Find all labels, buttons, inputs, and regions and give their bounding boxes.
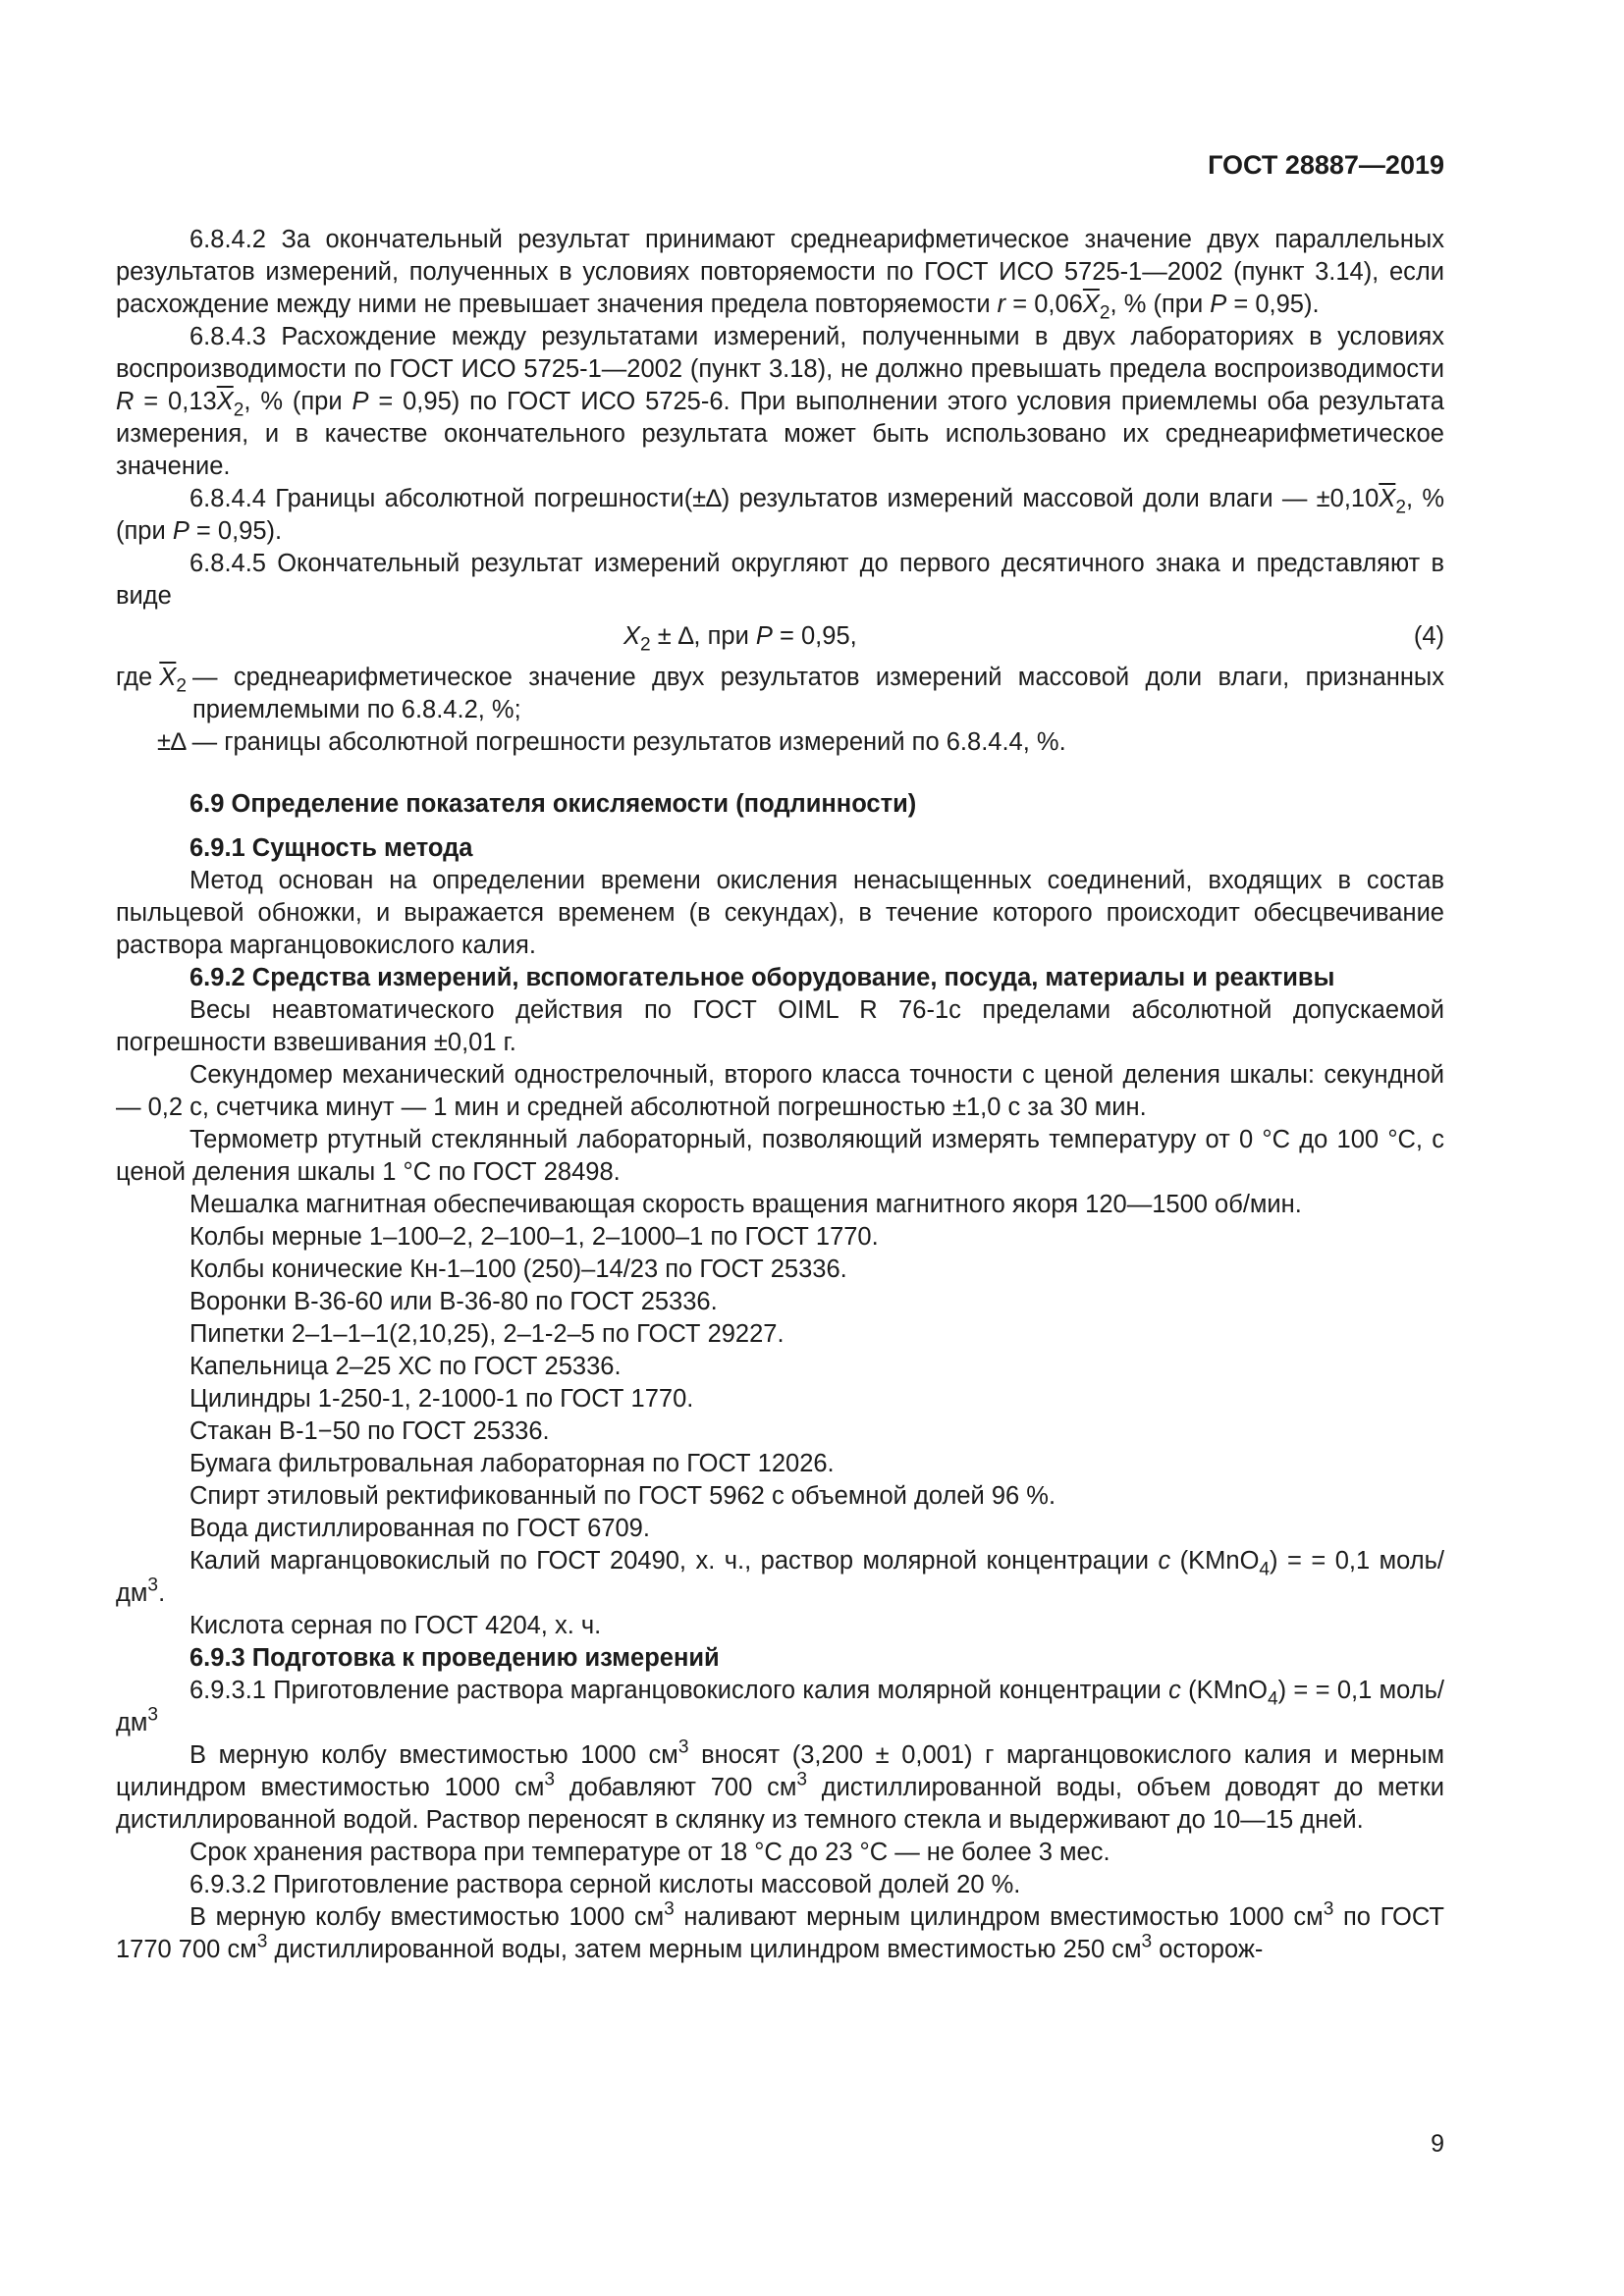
equipment-item: Колбы мерные 1–100–2, 2–100–1, 2–1000–1 по ГОСТ 1770. (189, 1223, 879, 1251)
equipment-item: Термометр ртутный стеклянный лабораторный, позволяющий измерять температуру от 0 °С до 100 °С, с ценой деления шкалы 1 °С по ГОСТ 28498. (116, 1126, 1444, 1186)
equipment-item: Спирт этиловый ректификованный по ГОСТ 5962 с объемной долей 96 %. (189, 1482, 1056, 1510)
equipment-item: Кислота серная по ГОСТ 4204, х. ч. (189, 1612, 602, 1639)
paragraph-6-8-4-4: 6.8.4.4 Границы абсолютной погрешности(±∆) результатов измерений массовой доли влаги — $\pm 0,10\overline{X}_2$, % (при P = 0,95). (116, 485, 1445, 545)
equipment-item: Капельница 2–25 ХС по ГОСТ 25336. (189, 1353, 622, 1380)
x-bar-symbol: $\overline{X}$ (159, 664, 177, 691)
equipment-item: Пипетки 2–1–1–1(2,10,25), 2–1-2–5 по ГОСТ 29227. (189, 1320, 785, 1348)
equipment-item: Воронки В-36-60 или В-36-80 по ГОСТ 25336. (189, 1288, 718, 1315)
subsection-heading-6-9-3: 6.9.3 Подготовка к проведению измерений (189, 1644, 720, 1672)
paragraph-acid-preparation: В мерную колбу вместимостью 1000 $см^3$ наливают мерным цилиндром вместимостью 1000 $см^3$ по ГОСТ 1770 700 $см^3$ дистиллированной воды, затем мерным цилиндром вместимостью 250 $см^3$ осторож- (116, 1898, 1444, 1963)
paragraph-6-9-3-1: 6.9.3.1 Приготовление раствора марганцовокислого калия молярной концентрации c (KMnO$_4$) = = 0,1 моль/$дм^3$ (116, 1677, 1445, 1736)
paragraph-6-9-3-2: 6.9.3.2 Приготовление раствора серной кислоты массовой долей 20 %. (189, 1871, 1021, 1898)
subsection-heading-6-9-1: 6.9.1 Сущность метода (189, 834, 473, 862)
formula-expression: $X_2$ ± ∆, при P = 0,95, (623, 622, 857, 656)
explanation-row-delta: ±∆ — границы абсолютной погрешности результатов измерений по 6.8.4.4, %. (157, 728, 1066, 756)
equipment-item: Цилиндры 1-250-1, 2-1000-1 по ГОСТ 1770. (189, 1385, 694, 1413)
x-bar-symbol: $\overline{X}$ (216, 388, 234, 415)
equipment-item: Бумага фильтровальная лабораторная по ГОСТ 12026. (189, 1450, 835, 1477)
paragraph-6-8-4-2: 6.8.4.2 За окончательный результат принимают среднеарифметическое значение двух параллельных результатов измерений, полученных в условиях повторяемости по ГОСТ ИСО 5725-1—2002 (пункт 3.14), если расхождение между ними не превышает значения предела повторяемости $r = 0,06\overline{X}_2$, % (при P = 0,95). (116, 226, 1444, 324)
equipment-item: Секундомер механический однострелочный, второго класса точности с ценой деления шкалы: секундной — 0,2 с, счетчика минут — 1 мин и средней абсолютной погрешностью ±1,0 с за 30 мин. (116, 1061, 1444, 1121)
paragraph-storage: Срок хранения раствора при температуре от 18 °С до 23 °С — не более 3 мес. (189, 1839, 1110, 1866)
paragraph-6-8-4-5: 6.8.4.5 Окончательный результат измерений округляют до первого десятичного знака и представляют в виде (116, 550, 1444, 610)
document-body (116, 224, 1444, 1966)
x-bar-symbol: $\overline{X}$ (1082, 291, 1100, 318)
formula-number: (4) (1413, 622, 1444, 650)
subsection-heading-6-9-2: 6.9.2 Средства измерений, вспомогательное оборудование, посуда, материалы и реактивы (189, 964, 1335, 991)
equipment-item: Колбы конические Кн-1–100 (250)–14/23 по ГОСТ 25336. (189, 1255, 847, 1283)
formula-explanation (116, 662, 1444, 759)
paragraph-6-8-4-3: 6.8.4.3 Расхождение между результатами измерений, полученными в двух лабораториях в условиях воспроизводимости по ГОСТ ИСО 5725-1—2002 (пункт 3.18), не должно превышать предела воспроизводимости $R = 0,13\overline{X}_2$, % (при P = 0,95) по ГОСТ ИСО 5725-6. При выполнении этого условия приемлемы оба результата измерения, и в качестве окончательного результата может быть использовано их среднеарифметическое значение. (116, 323, 1444, 480)
paragraph-6-9-1: Метод основан на определении времени окисления ненасыщенных соединений, входящих в состав пыльцевой обножки, и выражается временем (в секундах), в течение которого происходит обесцвечивание раствора марганцовокислого калия. (116, 867, 1444, 959)
page-number: 9 (1431, 2130, 1444, 2158)
equipment-item: Мешалка магнитная обеспечивающая скорость вращения магнитного якоря 120—1500 об/мин. (189, 1191, 1302, 1218)
equipment-item: Весы неавтоматического действия по ГОСТ OIML R 76-1с пределами абсолютной допускаемой погрешности взвешивания ±0,01 г. (116, 996, 1444, 1056)
equipment-item-kmno4: Калий марганцовокислый по ГОСТ 20490, х. ч., раствор молярной концентрации c (KMnO$_4$) = = 0,1 моль/$дм^3$. (116, 1547, 1445, 1607)
equipment-item: Вода дистиллированная по ГОСТ 6709. (189, 1515, 650, 1542)
x-bar-symbol: $\overline{X}$ (1379, 485, 1396, 512)
paragraph-preparation: В мерную колбу вместимостью 1000 $см^3$ вносят (3,200 ± 0,001) г марганцовокислого калия и мерным цилиндром вместимостью 1000 $см^3$ добавляют 700 $см^3$ дистиллированной воды, объем доводят до метки дистиллированной водой. Раствор переносят в склянку из темного стекла и выдерживают до 10—15 дней. (116, 1736, 1445, 1834)
explanation-row-x2: где $\overline{X}_2$ — среднеарифметическое значение двух результатов измерений массовой доли влаги, признанных приемлемыми по 6.8.4.2, %; (116, 664, 1444, 723)
equipment-item: Стакан В-1−50 по ГОСТ 25336. (189, 1417, 550, 1445)
formula-4 (116, 620, 1444, 656)
section-heading-6-9: 6.9 Определение показателя окисляемости (подлинности) (189, 790, 917, 818)
document-header: ГОСТ 28887—2019 (1208, 150, 1444, 180)
